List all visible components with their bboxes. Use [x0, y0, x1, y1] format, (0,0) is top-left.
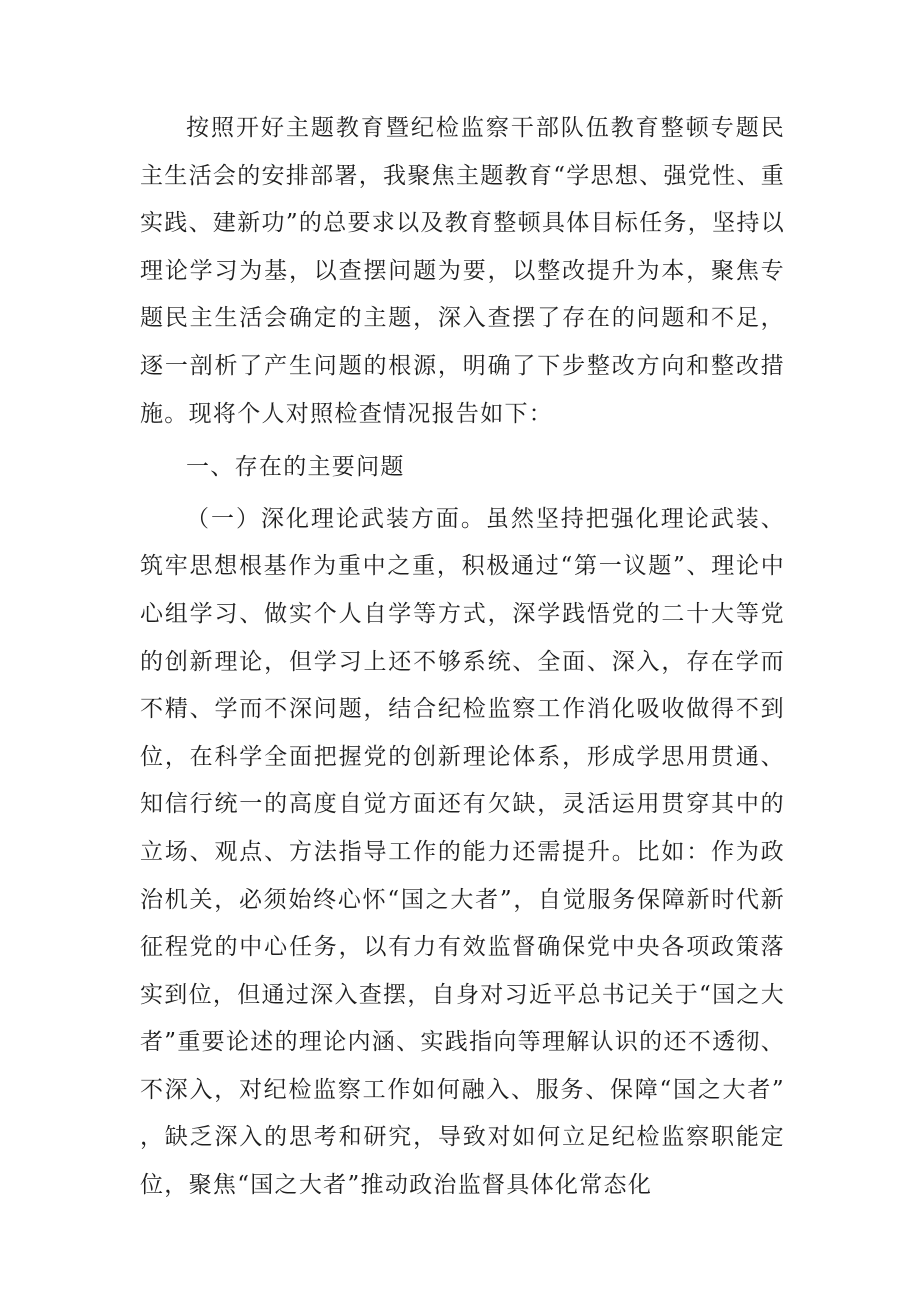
intro-paragraph: 按照开好主题教育暨纪检监察干部队伍教育整顿专题民主生活会的安排部署，我聚焦主题教育“学思想、强党性、重实践、建新功”的总要求以及教育整顿具体目标任务，坚持以理论学习为基，以查摆问题为要，以整改提升为本，聚焦专题民主生活会确定的主题，深入查摆了存在的问题和不足，逐一剖析了产生问题的根源，明确了下步整改方向和整改措施。现将个人对照检查情况报告如下：	[140, 115, 785, 427]
section-heading: 一、存在的主要问题	[186, 454, 405, 481]
subsection-paragraph: （一）深化理论武装方面。虽然坚持把强化理论武装、筑牢思想根基作为重中之重，积极通过“第一议题”、理论中心组学习、做实个人自学等方式，深学践悟党的二十大等党的创新理论，但学习上还不够系统、全面、深入，存在学而不精、学而不深问题，结合纪检监察工作消化吸收做得不到位，在科学全面把握党的创新理论体系，形成学思用贯通、知信行统一的高度自觉方面还有欠缺，灵活运用贯穿其中的立场、观点、方法指导工作的能力还需提升。比如：作为政治机关，必须始终心怀“国之大者”，自觉服务保障新时代新征程党的中心任务，以有力有效监督确保党中央各项政策落实到位，但通过深入查摆，自身对习近平总书记关于“国之大者”重要论述的理论内涵、实践指向等理解认识的还不透彻、不深入，对纪检监察工作如何融入、服务、保障“国之大者”，缺乏深入的思考和研究，导致对如何立足纪检监察职能定位，聚焦“国之大者”推动政治监督具体化常态化	[140, 505, 785, 1199]
document-body	[140, 105, 785, 1210]
